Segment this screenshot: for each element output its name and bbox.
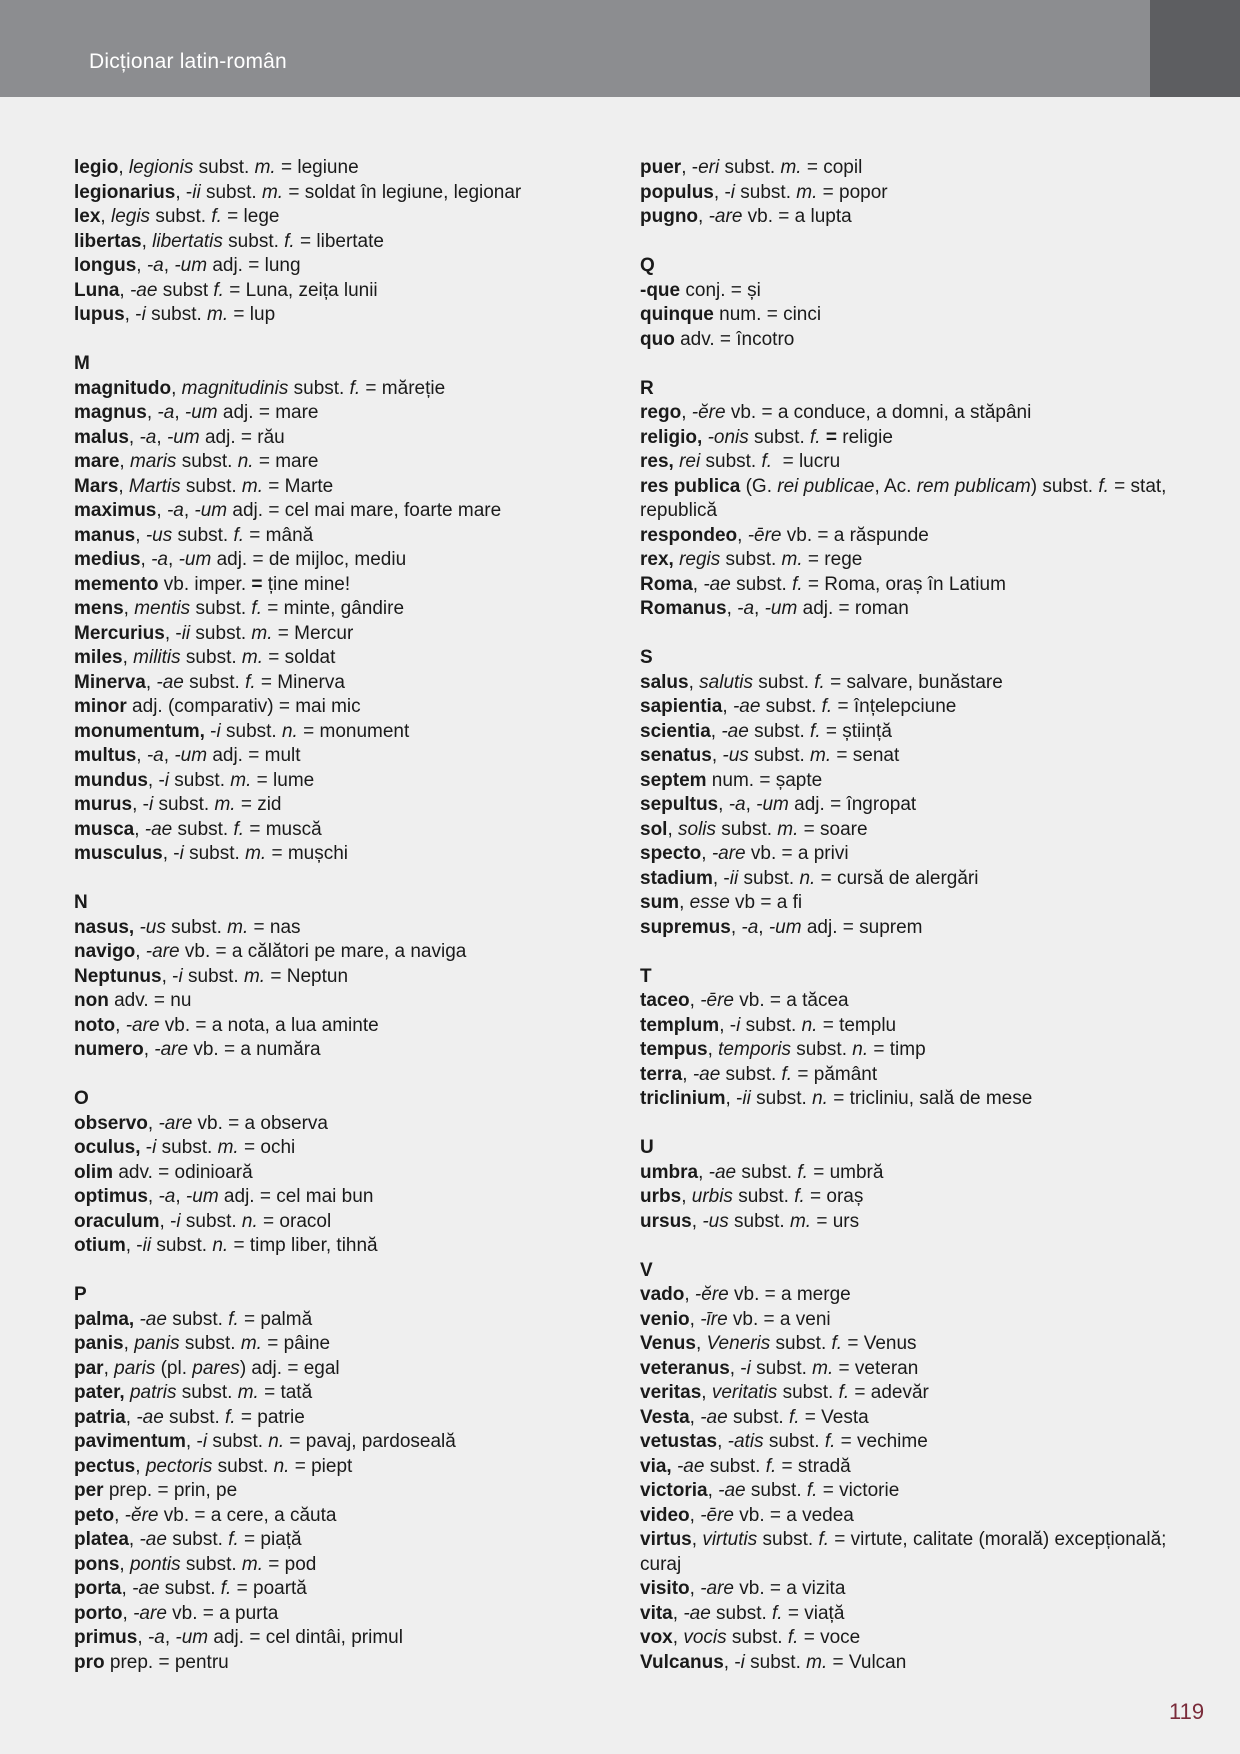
dictionary-entry: monumentum, -i subst. n. = monument bbox=[74, 720, 410, 742]
dictionary-entry: via, -ae subst. f. = stradă bbox=[640, 1455, 851, 1477]
dictionary-entry: stadium, -ii subst. n. = cursă de alergări bbox=[640, 867, 979, 889]
dictionary-entry: malus, -a, -um adj. = rău bbox=[74, 426, 285, 448]
dictionary-entry: libertas, libertatis subst. f. = libertate bbox=[74, 230, 384, 252]
dictionary-entry: septem num. = șapte bbox=[640, 769, 823, 791]
dictionary-entry: vado, -ĕre vb. = a merge bbox=[640, 1284, 851, 1305]
dictionary-entry: puer, -eri subst. m. = copil bbox=[640, 157, 863, 178]
dictionary-entry: lex, legis subst. f. = lege bbox=[74, 206, 280, 227]
dictionary-entry: per prep. = prin, pe bbox=[74, 1480, 238, 1501]
dictionary-entry: mundus, -i subst. m. = lume bbox=[74, 769, 315, 791]
dictionary-entry: pro prep. = pentru bbox=[74, 1651, 229, 1673]
dictionary-entry: otium, -ii subst. n. = timp liber, tihnă bbox=[74, 1235, 378, 1256]
dictionary-entry: -que conj. = și bbox=[640, 279, 761, 301]
dictionary-entry: vita, -ae subst. f. = viață bbox=[640, 1602, 845, 1624]
dictionary-entry: terra, -ae subst. f. = pământ bbox=[640, 1063, 878, 1085]
dictionary-entry: Roma, -ae subst. f. = Roma, oraș în Latium bbox=[640, 573, 1006, 595]
dictionary-entry: medius, -a, -um adj. = de mijloc, mediu bbox=[74, 549, 407, 570]
section-letter: V bbox=[640, 1259, 653, 1281]
dictionary-entry: venio, -īre vb. = a veni bbox=[640, 1308, 831, 1330]
dictionary-entry: salus, salutis subst. f. = salvare, bunăstare bbox=[640, 671, 1003, 693]
section-letter: U bbox=[640, 1137, 654, 1158]
page-number: 119 bbox=[1169, 1699, 1205, 1724]
dictionary-entry: noto, -are vb. = a nota, a lua aminte bbox=[74, 1014, 379, 1036]
dictionary-entry: oraculum, -i subst. n. = oracol bbox=[74, 1210, 332, 1232]
dictionary-entry: observo, -are vb. = a observa bbox=[74, 1112, 328, 1134]
dictionary-entry: video, -ēre vb. = a vedea bbox=[640, 1504, 854, 1526]
dictionary-entry: platea, -ae subst. f. = piață bbox=[74, 1529, 302, 1550]
section-letter: Q bbox=[640, 255, 655, 276]
dictionary-entry: supremus, -a, -um adj. = suprem bbox=[640, 916, 923, 938]
dictionary-entry: murus, -i subst. m. = zid bbox=[74, 794, 282, 815]
dictionary-entry: Neptunus, -i subst. m. = Neptun bbox=[74, 965, 349, 987]
dictionary-entry: panis, panis subst. m. = pâine bbox=[74, 1333, 331, 1354]
dictionary-entry: Romanus, -a, -um adj. = roman bbox=[640, 598, 909, 619]
dictionary-entry: res publica (G. rei publicae, Ac. rem publicam) subst. f. = stat, republică bbox=[640, 475, 1167, 521]
dictionary-entry: porta, -ae subst. f. = poartă bbox=[74, 1578, 307, 1599]
dictionary-entry: triclinium, -ii subst. n. = tricliniu, sală de mese bbox=[640, 1088, 1033, 1109]
dictionary-entry: patria, -ae subst. f. = patrie bbox=[74, 1406, 305, 1428]
dictionary-entry: religio, -onis subst. f. = religie bbox=[640, 426, 893, 448]
dictionary-entry: miles, militis subst. m. = soldat bbox=[74, 647, 336, 668]
dictionary-entry: populus, -i subst. m. = popor bbox=[640, 181, 888, 203]
dictionary-entry: Luna, -ae subst f. = Luna, zeița lunii bbox=[74, 279, 378, 301]
dictionary-entry: magnus, -a, -um adj. = mare bbox=[74, 402, 319, 423]
dictionary-entry: oculus, -i subst. m. = ochi bbox=[74, 1137, 296, 1158]
dictionary-entry: sapientia, -ae subst. f. = înțelepciune bbox=[640, 696, 957, 717]
dictionary-entry: pectus, pectoris subst. n. = piept bbox=[74, 1455, 353, 1477]
dictionary-entry: Minerva, -ae subst. f. = Minerva bbox=[74, 671, 345, 693]
dictionary-entry: scientia, -ae subst. f. = știință bbox=[640, 720, 892, 742]
section-letter: M bbox=[74, 353, 90, 374]
dictionary-entry: Venus, Veneris subst. f. = Venus bbox=[640, 1333, 917, 1354]
page-title: Dicționar latin-român bbox=[89, 50, 287, 73]
dictionary-entry: lupus, -i subst. m. = lup bbox=[74, 304, 276, 325]
dictionary-entry: visito, -are vb. = a vizita bbox=[640, 1578, 846, 1599]
dictionary-entry: pugno, -are vb. = a lupta bbox=[640, 206, 852, 227]
dictionary-entry: minor adj. (comparativ) = mai mic bbox=[74, 696, 361, 717]
dictionary-column-right bbox=[640, 156, 1200, 1675]
dictionary-entry: quo adv. = încotro bbox=[640, 328, 795, 350]
dictionary-entry: mare, maris subst. n. = mare bbox=[74, 451, 319, 472]
dictionary-entry: virtus, virtutis subst. f. = virtute, calitate (morală) excepțională; curaj bbox=[640, 1529, 1167, 1575]
dictionary-entry: senatus, -us subst. m. = senat bbox=[640, 745, 900, 766]
dictionary-entry: maximus, -a, -um adj. = cel mai mare, foarte mare bbox=[74, 500, 502, 521]
dictionary-entry: rex, regis subst. m. = rege bbox=[640, 549, 863, 570]
dictionary-entry: tempus, temporis subst. n. = timp bbox=[640, 1039, 926, 1060]
dictionary-entry: quinque num. = cinci bbox=[640, 304, 822, 325]
dictionary-entry: Vesta, -ae subst. f. = Vesta bbox=[640, 1406, 869, 1428]
section-letter: S bbox=[640, 647, 653, 668]
dictionary-entry: primus, -a, -um adj. = cel dintâi, primul bbox=[74, 1627, 403, 1648]
dictionary-entry: veteranus, -i subst. m. = veteran bbox=[640, 1357, 919, 1379]
dictionary-entry: umbra, -ae subst. f. = umbră bbox=[640, 1161, 884, 1183]
dictionary-entry: res, rei subst. f. = lucru bbox=[640, 451, 841, 472]
dictionary-entry: musculus, -i subst. m. = mușchi bbox=[74, 843, 349, 864]
dictionary-entry: palma, -ae subst. f. = palmă bbox=[74, 1308, 313, 1330]
dictionary-entry: legio, legionis subst. m. = legiune bbox=[74, 157, 359, 178]
dictionary-entry: multus, -a, -um adj. = mult bbox=[74, 745, 301, 766]
dictionary-entry: pavimentum, -i subst. n. = pavaj, pardoseală bbox=[74, 1431, 456, 1452]
dictionary-entry: musca, -ae subst. f. = muscă bbox=[74, 818, 322, 840]
section-letter: O bbox=[74, 1088, 89, 1109]
dictionary-column-left bbox=[74, 156, 574, 1675]
dictionary-entry: sepultus, -a, -um adj. = îngropat bbox=[640, 794, 917, 815]
dictionary-entry: Mars, Martis subst. m. = Marte bbox=[74, 475, 334, 497]
dictionary-entry: olim adv. = odinioară bbox=[74, 1161, 253, 1183]
dictionary-entry: pons, pontis subst. m. = pod bbox=[74, 1553, 317, 1575]
header-bar bbox=[0, 0, 1150, 97]
dictionary-entry: manus, -us subst. f. = mână bbox=[74, 524, 314, 546]
dictionary-entry: sol, solis subst. m. = soare bbox=[640, 818, 868, 840]
dictionary-entry: optimus, -a, -um adj. = cel mai bun bbox=[74, 1186, 374, 1207]
dictionary-entry: veritas, veritatis subst. f. = adevăr bbox=[640, 1382, 929, 1403]
dictionary-entry: templum, -i subst. n. = templu bbox=[640, 1014, 897, 1036]
section-letter: R bbox=[640, 377, 654, 399]
dictionary-entry: numero, -are vb. = a număra bbox=[74, 1039, 321, 1060]
dictionary-entry: urbs, urbis subst. f. = oraș bbox=[640, 1186, 864, 1207]
dictionary-entry: vox, vocis subst. f. = voce bbox=[640, 1627, 861, 1648]
dictionary-entry: victoria, -ae subst. f. = victorie bbox=[640, 1480, 900, 1501]
dictionary-entry: peto, -ĕre vb. = a cere, a căuta bbox=[74, 1504, 337, 1526]
dictionary-entry: par, paris (pl. pares) adj. = egal bbox=[74, 1357, 340, 1379]
dictionary-entry: Mercurius, -ii subst. m. = Mercur bbox=[74, 622, 354, 644]
dictionary-entry: porto, -are vb. = a purta bbox=[74, 1602, 279, 1624]
dictionary-entry: longus, -a, -um adj. = lung bbox=[74, 255, 301, 276]
dictionary-entry: pater, patris subst. m. = tată bbox=[74, 1382, 313, 1403]
dictionary-entry: memento vb. imper. = ține mine! bbox=[74, 573, 351, 595]
dictionary-entry: sum, esse vb = a fi bbox=[640, 892, 803, 913]
dictionary-entry: taceo, -ēre vb. = a tăcea bbox=[640, 990, 849, 1011]
dictionary-entry: nasus, -us subst. m. = nas bbox=[74, 916, 301, 938]
dictionary-entry: legionarius, -ii subst. m. = soldat în legiune, legionar bbox=[74, 181, 522, 203]
dictionary-entry: ursus, -us subst. m. = urs bbox=[640, 1210, 860, 1232]
dictionary-entry: respondeo, -ēre vb. = a răspunde bbox=[640, 524, 929, 546]
dictionary-entry: rego, -ĕre vb. = a conduce, a domni, a stăpâni bbox=[640, 402, 1032, 423]
section-letter: T bbox=[640, 965, 652, 987]
header-tab bbox=[1150, 0, 1240, 97]
dictionary-entry: vetustas, -atis subst. f. = vechime bbox=[640, 1431, 928, 1452]
dictionary-entry: specto, -are vb. = a privi bbox=[640, 843, 849, 864]
section-letter: N bbox=[74, 892, 88, 913]
section-letter: P bbox=[74, 1284, 87, 1305]
dictionary-entry: magnitudo, magnitudinis subst. f. = măreție bbox=[74, 377, 446, 399]
dictionary-entry: Vulcanus, -i subst. m. = Vulcan bbox=[640, 1651, 907, 1673]
dictionary-entry: non adv. = nu bbox=[74, 990, 192, 1011]
dictionary-entry: mens, mentis subst. f. = minte, gândire bbox=[74, 598, 405, 619]
dictionary-entry: navigo, -are vb. = a călători pe mare, a naviga bbox=[74, 941, 467, 962]
